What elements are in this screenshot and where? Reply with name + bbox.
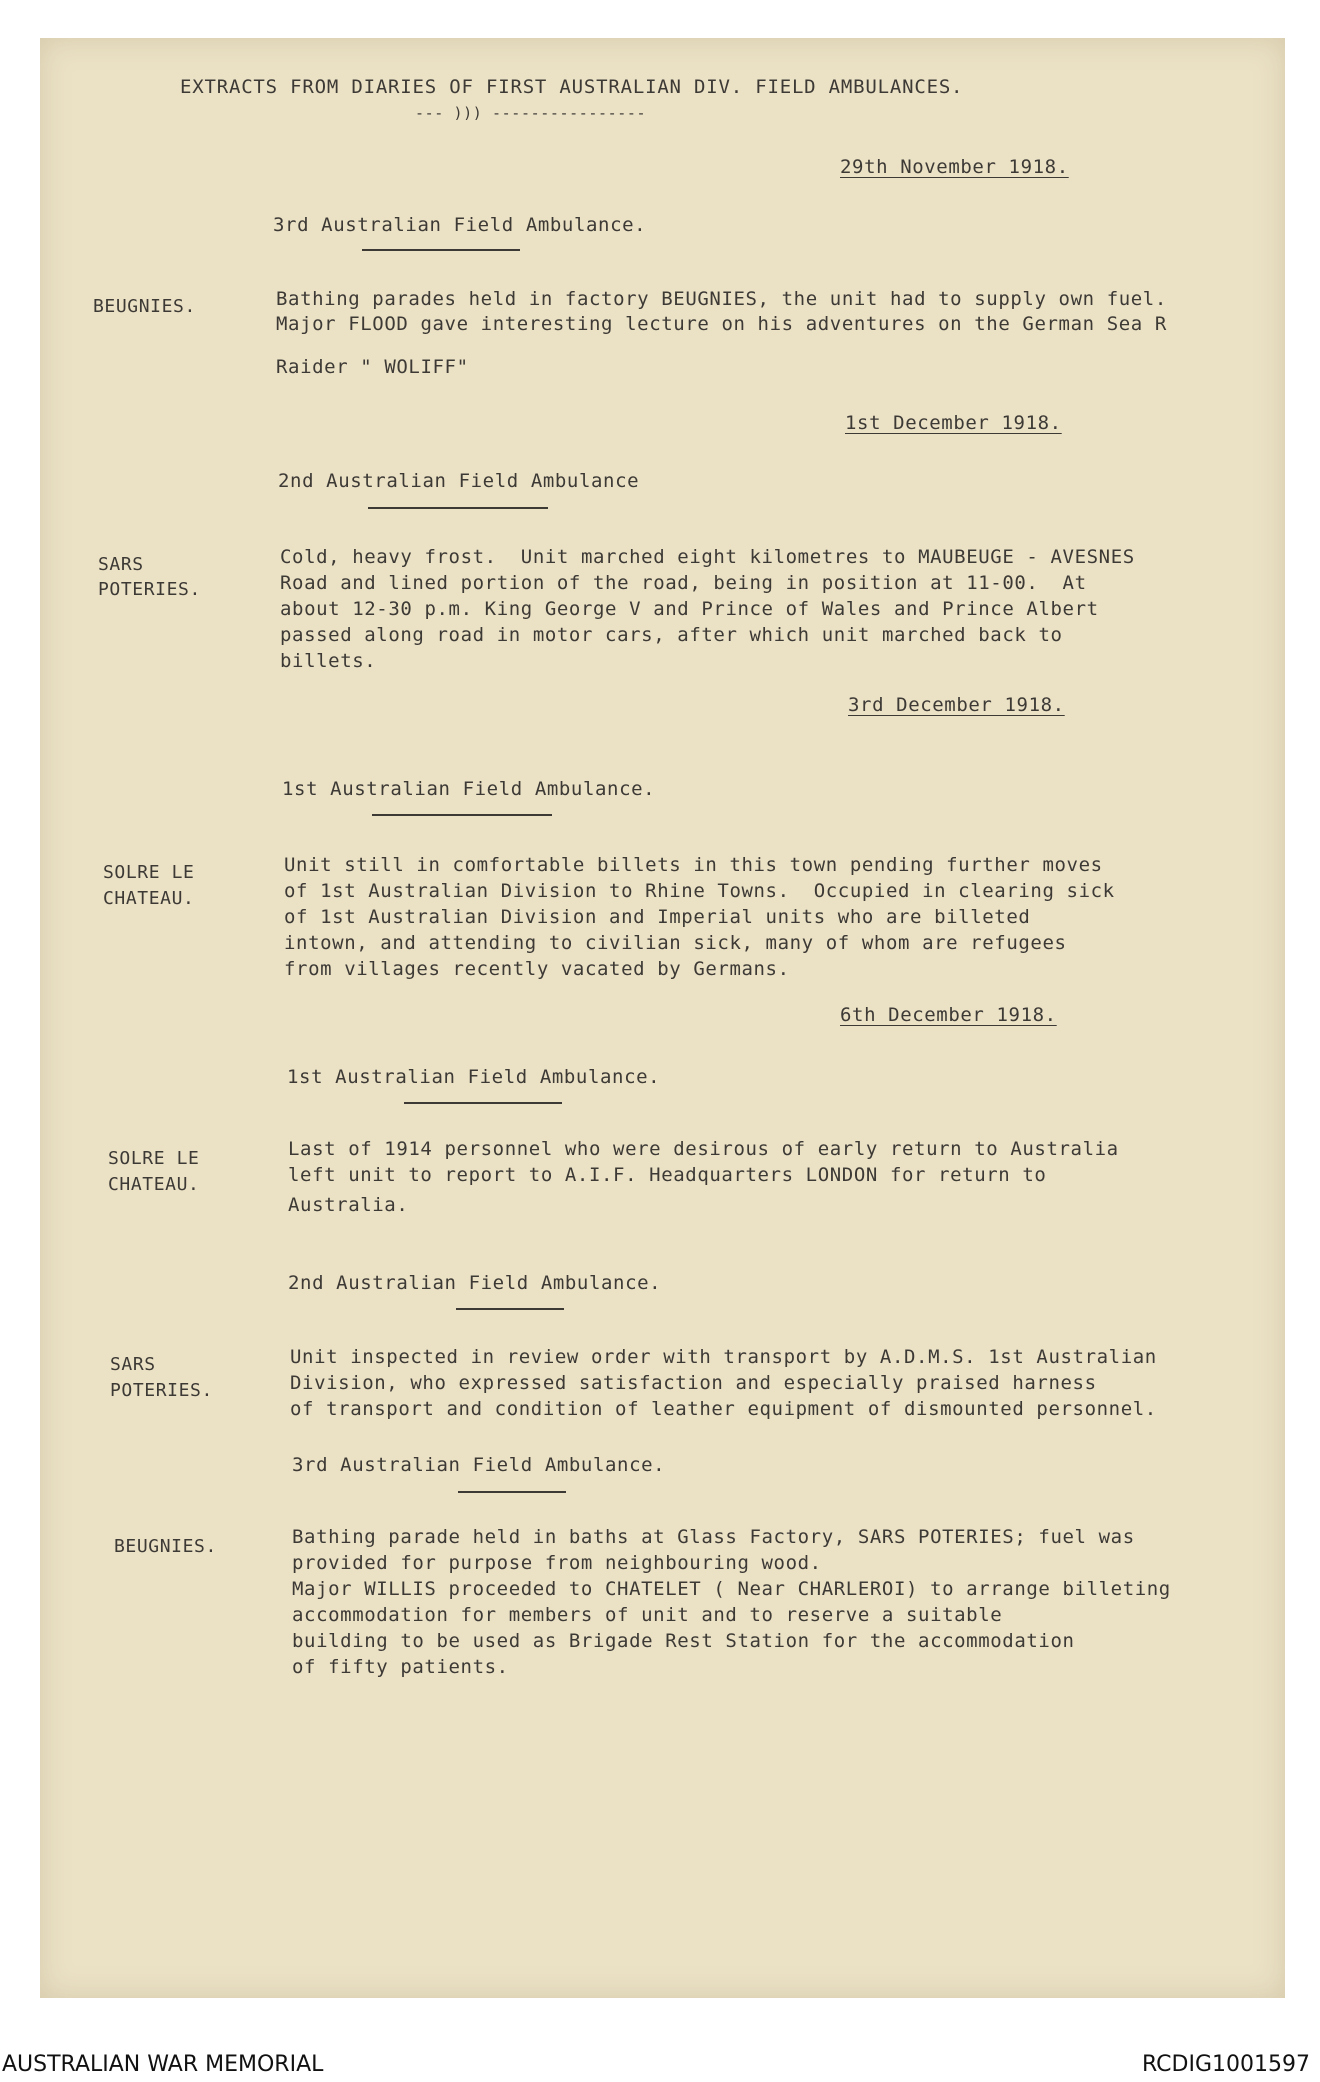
entry-line: passed along road in motor cars, after which unit marched back to [280,624,1063,646]
entry-date: 1st December 1918. [845,412,1062,434]
entry-line: Unit still in comfortable billets in this town pending further moves [284,854,1103,876]
unit-heading: 3rd Australian Field Ambulance. [292,1454,666,1476]
place-name: BEUGNIES. [114,1536,217,1557]
heading-underline [458,1491,566,1493]
heading-underline [368,507,548,509]
entry-line: intown, and attending to civilian sick, many of whom are refugees [284,932,1067,954]
archive-footer-right: RCDIG1001597 [1141,2052,1310,2077]
place-name: POTERIES. [110,1380,213,1401]
place-name: BEUGNIES. [93,296,196,317]
entry-date: 3rd December 1918. [848,694,1065,716]
place-name: SARS [110,1354,156,1375]
entry-line: of 1st Australian Division to Rhine Towns. Occupied in clearing sick [284,880,1115,902]
entry-line: Road and lined portion of the road, being in position at 11-00. At [280,572,1087,594]
unit-heading: 2nd Australian Field Ambulance [278,470,640,492]
entry-line: Australia. [288,1194,409,1216]
entry-line: provided for purpose from neighbouring wood. [292,1552,822,1574]
entry-line: left unit to report to A.I.F. Headquarters LONDON for return to [288,1164,1047,1186]
place-name: SOLRE LE [103,862,195,883]
entry-date: 6th December 1918. [840,1004,1057,1026]
place-name: SARS [98,554,144,575]
unit-heading: 1st Australian Field Ambulance. [282,778,656,800]
entry-line: Unit inspected in review order with transport by A.D.M.S. 1st Australian [290,1346,1157,1368]
entry-line: building to be used as Brigade Rest Station for the accommodation [292,1630,1075,1652]
entry-line: about 12-30 p.m. King George V and Prince of Wales and Prince Albert [280,598,1099,620]
unit-heading: 1st Australian Field Ambulance. [287,1066,661,1088]
place-name: SOLRE LE [108,1148,200,1169]
entry-line: Major WILLIS proceeded to CHATELET ( Near CHARLEROI) to arrange billeting [292,1578,1171,1600]
entry-line: Cold, heavy frost. Unit marched eight kilometres to MAUBEUGE - AVESNES [280,546,1135,568]
entry-line: Bathing parades held in factory BEUGNIES, the unit had to supply own fuel. [276,288,1167,310]
entry-line: of transport and condition of leather equipment of dismounted personnel. [290,1398,1157,1420]
heading-underline [362,249,520,251]
entry-line: Last of 1914 personnel who were desirous of early return to Australia [288,1138,1119,1160]
entry-line: Bathing parade held in baths at Glass Factory, SARS POTERIES; fuel was [292,1526,1135,1548]
entry-line: of fifty patients. [292,1656,509,1678]
entry-line: Division, who expressed satisfaction and especially praised harness [290,1372,1097,1394]
entry-line: of 1st Australian Division and Imperial units who are billeted [284,906,1031,928]
heading-underline [456,1308,564,1310]
entry-date: 29th November 1918. [840,156,1069,178]
entry-line: billets. [280,650,377,672]
place-name: CHATEAU. [108,1174,200,1195]
entry-line: from villages recently vacated by Germans. [284,958,790,980]
entry-line: Major FLOOD gave interesting lecture on his adventures on the German Sea R [276,313,1167,335]
heading-underline [372,814,552,816]
unit-heading: 2nd Australian Field Ambulance. [288,1272,662,1294]
archive-footer-left: AUSTRALIAN WAR MEMORIAL [2,2052,324,2077]
unit-heading: 3rd Australian Field Ambulance. [273,214,647,236]
entry-line: accommodation for members of unit and to reserve a suitable [292,1604,1003,1626]
title-rule: --- ))) ---------------- [415,104,647,122]
document-title: EXTRACTS FROM DIARIES OF FIRST AUSTRALIAN DIV. FIELD AMBULANCES. [180,76,964,98]
place-name: CHATEAU. [103,888,195,909]
entry-line: Raider " WOLIFF" [276,356,469,378]
place-name: POTERIES. [98,579,201,600]
heading-underline [404,1102,562,1104]
